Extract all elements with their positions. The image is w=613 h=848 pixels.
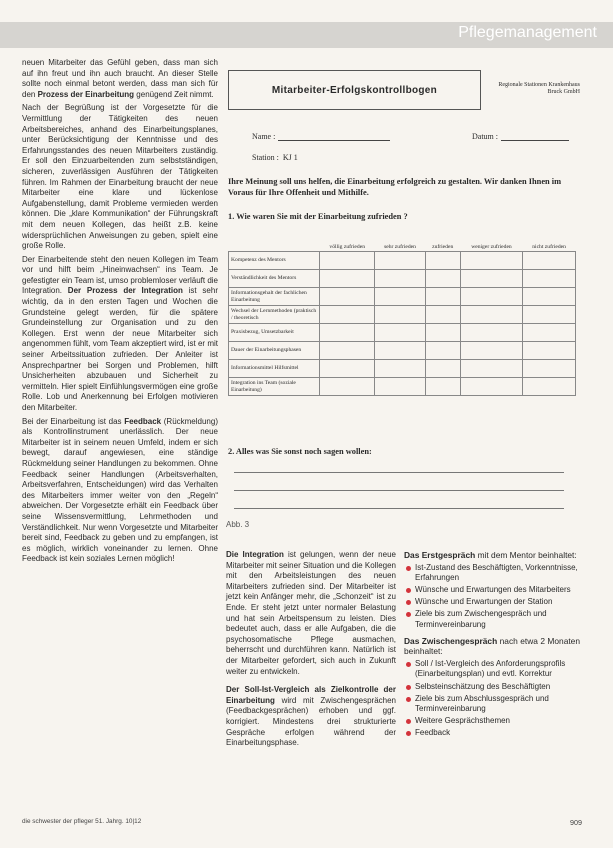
- table-row: Informationsmittel Hilfsmittel: [229, 360, 576, 378]
- question-2: 2. Alles was Sie sonst noch sagen wollen:: [228, 447, 372, 456]
- journal-name: die schwester der pfleger 51. Jahrg. 10|12: [22, 818, 142, 825]
- table-row: Wechsel der Lernmethoden (praktisch / theoretisch: [229, 306, 576, 324]
- table-row: Verständlichkeit des Mentors: [229, 270, 576, 288]
- form-intro: Ihre Meinung soll uns helfen, die Einarbeitung erfolgreich zu gestalten. Wir danken Ihnen im Voraus für Ihre Offenheit und Mithilfe.: [228, 177, 562, 197]
- paragraph: Die Integration ist gelungen, wenn der neue Mitarbeiter mit seiner Situation und die Kollegen mit den Arbeitsleistungen des neuen Mitarbeiters zufrieden sind. Der Mitarbeiter ist jetzt kein Anfänger mehr, die „Schonzeit“ ist zu Ende. Er steht jetzt unter normaler Belastung und hat sein Arbeitspensum zu leisten. Dies bedeutet auch, dass er alle Aufgaben, die die psychosomatische Pflege ausmachen, beherrscht und durchführen kann. Natürlich ist der Mitarbeiter gefordert, sich auch in Zukunft weiter zu entwickeln.: [226, 550, 396, 676]
- write-line: [234, 490, 564, 491]
- table-row: Informationsgehalt der fachlichen Einarbeitung: [229, 288, 576, 306]
- list-item: Selbsteinschätzung des Beschäftigten: [415, 682, 580, 693]
- name-field: Name :: [252, 132, 390, 141]
- column-header: nicht zufrieden: [532, 243, 566, 250]
- middle-column-text: [226, 550, 396, 752]
- write-line: [234, 472, 564, 473]
- section-header: [0, 22, 613, 48]
- column-header: zufrieden: [432, 243, 454, 250]
- list-item: Wünsche und Erwartungen des Mitarbeiters: [415, 585, 580, 596]
- column-header: sehr zufrieden: [384, 243, 416, 250]
- paragraph: Der Soll-Ist-Vergleich als Zielkontrolle der Einarbeitung wird mit Zwischengesprächen (Feedbackgesprächen) erhoben und ggf. korrigiert. Mindestens drei strukturierte Gespräche erfolgen während der Einarbeitungsphase.: [226, 685, 396, 748]
- write-line: [234, 508, 564, 509]
- table-row: Praxisbezug, Umsetzbarkeit: [229, 324, 576, 342]
- rating-table: [228, 233, 576, 396]
- station-field: Station : KJ 1: [252, 153, 298, 162]
- left-column-text: [22, 58, 218, 828]
- form-organisation: Regionale Stationen Krankenhaus Bruck GmbH: [498, 82, 580, 95]
- list-item: Wünsche und Erwartungen der Station: [415, 597, 580, 608]
- table-row: Integration ins Team (soziale Einarbeitung): [229, 378, 576, 396]
- section-title: Pflegemanagement: [458, 24, 597, 41]
- datum-field: Datum :: [472, 132, 569, 141]
- subheading: Das Erstgespräch mit dem Mentor beinhaltet:: [404, 550, 577, 560]
- page-number: 909: [570, 818, 582, 827]
- right-column-text: [404, 550, 580, 744]
- form-title: Mitarbeiter-Erfolgskontrollbogen: [228, 70, 481, 110]
- table-row: Dauer der Einarbeitungsphasen: [229, 342, 576, 360]
- list-item: Weitere Gesprächsthemen: [415, 716, 580, 727]
- paragraph: neuen Mitarbeiter das Gefühl geben, dass man sich auf ihn freut und ihn auch braucht. An dieser Stelle sollte noch einmal betont werden, dass man sich für den Prozess der Einarbeitung genügend Zeit nimmt.: [22, 58, 218, 99]
- page-footer: [22, 818, 582, 825]
- list-item: Feedback: [415, 728, 580, 739]
- column-header: völlig zufrieden: [329, 243, 365, 250]
- table-row: Kompetenz des Mentors: [229, 252, 576, 270]
- list-item: Ziele bis zum Zwischengespräch und Terminvereinbarung: [415, 609, 580, 630]
- paragraph: Nach der Begrüßung ist der Vorgesetzte für die Vermittlung der Tätigkeiten des neuen Arbeitsbereiches, anhand des Einarbeitungsplanes, unter Berücksichtigung der Kenntnisse und des Erfahrungsstandes des neuen Mitarbeiters zuständig. Er soll den Einzuarbeitenden zum selbstständigen, sicheren, zuverlässigen Ausführen der Tätigkeiten führen. Im Rahmen der Einarbeitung braucht der neue Mitarbeiter eine klare und lückenlose Aufgabenstellung, damit Probleme vermieden werden können. Die „klare Kommunikation“ der Führungskraft mit dem neuen Kollegen, das heißt z.B. keine widersprüchlichen Anweisungen zu geben, spielt eine große Rolle.: [22, 103, 218, 251]
- bullet-list: [404, 563, 580, 631]
- question-1: 1. Wie waren Sie mit der Einarbeitung zufrieden ?: [228, 212, 408, 221]
- subheading: Das Zwischengespräch nach etwa 2 Monaten beinhaltet:: [404, 635, 580, 657]
- paragraph: Der Einarbeitende steht den neuen Kollegen im Team vor und hilft beim „Hineinwachsen“ ins Team. Je gefestigter ein Team ist, umso problemloser verläuft die Integration. Der Prozess der Integration ist sehr wichtig, da in den ersten Tagen und Wochen die Grundsteine gelegt werden, für die spätere Grundeinstellung zur Organisation und zu den Kollegen. Erst wenn der neue Mitarbeiter sich angenommen fühlt, vom Team akzeptiert wird, ist er mit seiner Arbeitssituation zufrieden. Der Anleiter ist Ansprechpartner bei Sorgen und Problemen, hilft Unsicherheiten abzubauen und Sicherheit zu vermitteln. Hier spielt Einfühlungsvermögen eine große Rolle. Lob und Anerkennung bei Erfolgen motivieren den Mitarbeiter.: [22, 254, 218, 412]
- list-item: Ziele bis zum Abschlussgespräch und Terminvereinbarung: [415, 694, 580, 715]
- column-header: weniger zufrieden: [471, 243, 512, 250]
- figure-caption: Abb. 3: [226, 520, 250, 529]
- list-item: Soll / Ist-Vergleich des Anforderungsprofils (Einarbeitungsplan) und evtl. Korrektur: [415, 659, 580, 680]
- paragraph: Bei der Einarbeitung ist das Feedback (Rückmeldung) als Kontrollinstrument unerlässlich. Der neue Mitarbeiter ist in seinem neuen Umfeld, indem er sich bewegt, darauf angewiesen, eine ständige Rückmeldung seiner Handlungen zu bekommen. Ohne Feedback seiner Handlungen (Arbeitsverhalten, Arbeitsverfahren, Entscheidungen) wird das Verhalten des Mitarbeiters immer weiter von den „Regeln“ abweichen. Der Vorgesetzte erhält ein Feedback über seine Wissensvermittlung, Lehrmethoden und Verständlichkeit. Nur wenn Vorgesetzte und Mitarbeiter bereit sind, Feedback zu geben und zu empfangen, ist es möglich, wirklich voneinander zu lernen. Ohne Feedback ist kein soziales Lernen möglich!: [22, 416, 218, 564]
- list-item: Ist-Zustand des Beschäftigten, Vorkenntnisse, Erfahrungen: [415, 563, 580, 584]
- bullet-list: [404, 659, 580, 739]
- feedback-form-figure: [228, 62, 580, 530]
